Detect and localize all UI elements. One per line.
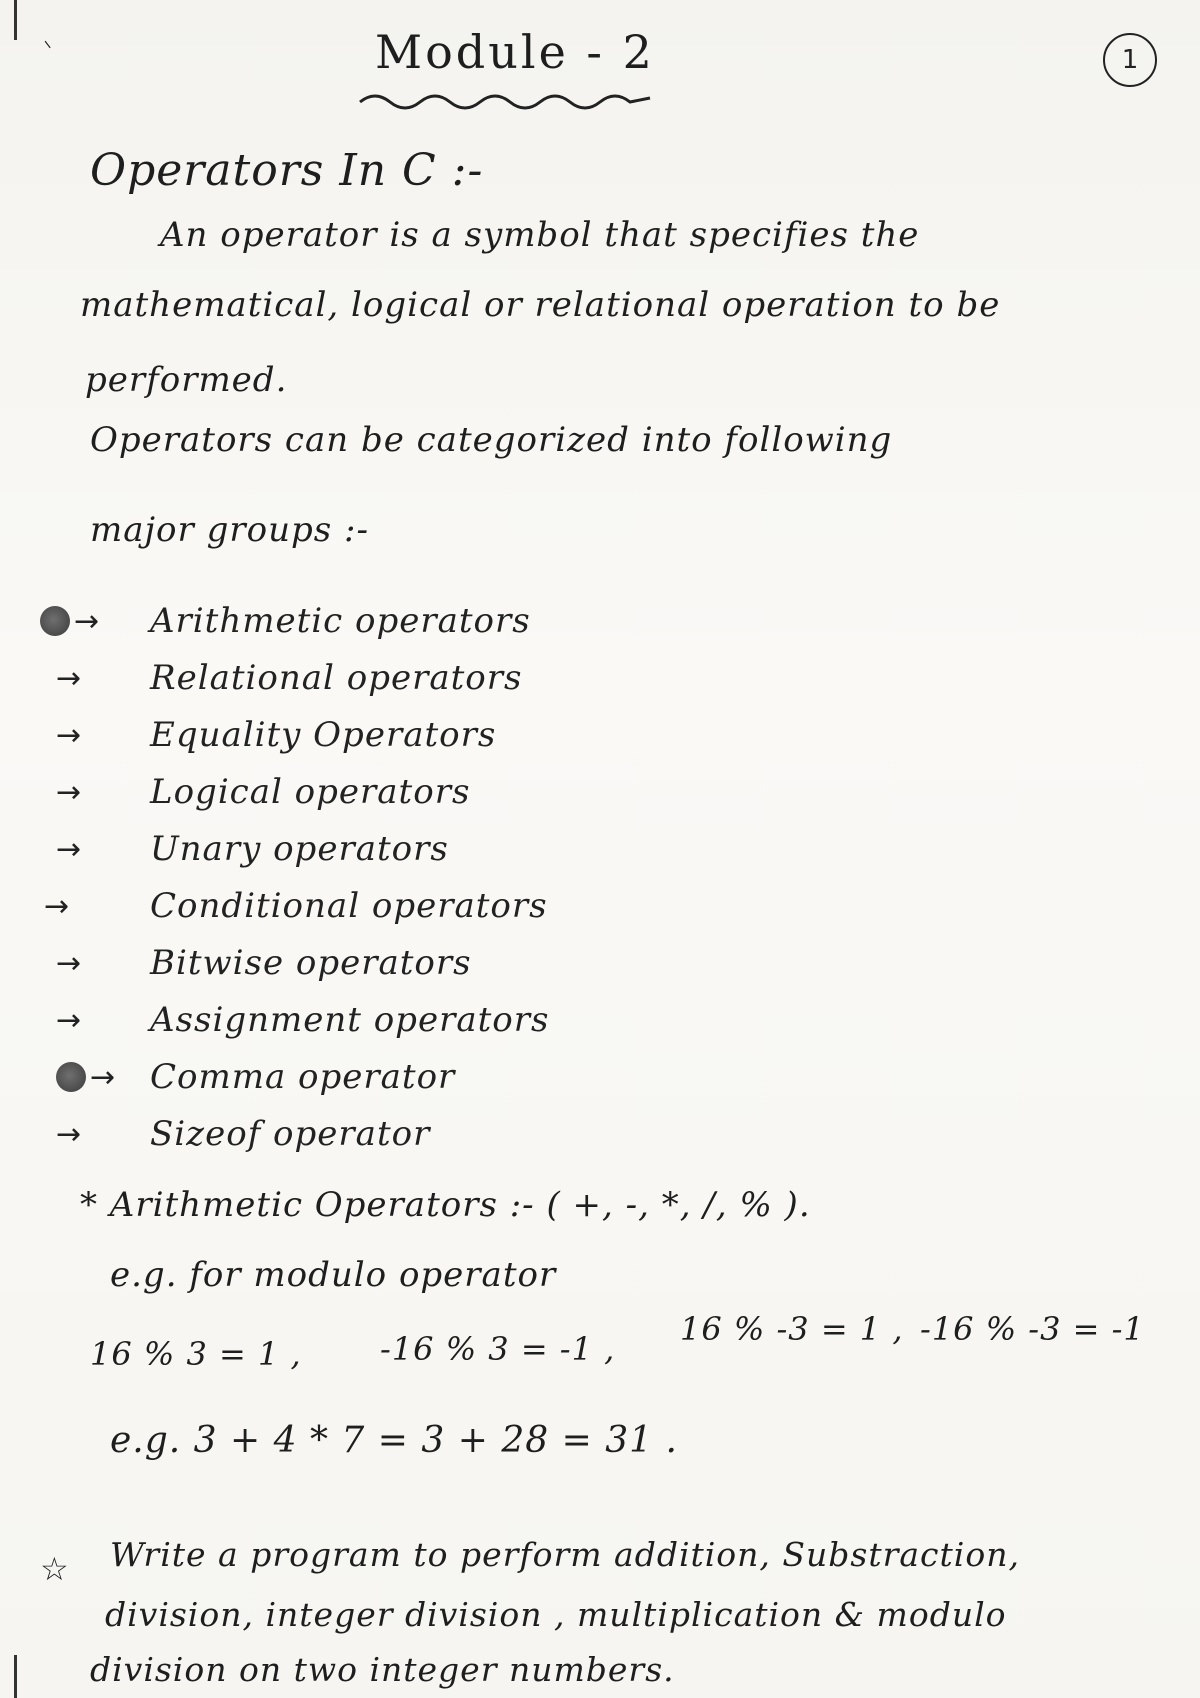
list-item <box>40 652 522 704</box>
arrow-right-icon: → <box>74 603 100 639</box>
list-item-label: Logical operators <box>150 772 471 812</box>
modulo-example-3: 16 % -3 = 1 , <box>680 1310 904 1348</box>
list-item-label: Bitwise operators <box>150 943 472 983</box>
bullet-marker <box>40 718 150 753</box>
list-item <box>40 880 548 932</box>
list-item <box>40 709 496 761</box>
star-icon: ☆ <box>40 1550 70 1588</box>
list-item-label: Assignment operators <box>150 1000 550 1040</box>
bullet-marker <box>40 1060 150 1095</box>
arrow-right-icon: → <box>56 717 82 753</box>
modulo-example-1: 16 % 3 = 1 , <box>90 1335 302 1373</box>
corner-mark: ⸌ <box>40 36 51 60</box>
list-item <box>40 595 531 647</box>
arrow-right-icon: → <box>56 831 82 867</box>
list-item-label: Sizeof operator <box>150 1114 431 1154</box>
intro-line-3: performed. <box>85 360 288 400</box>
bullet-marker <box>40 1117 150 1152</box>
bullet-marker <box>40 1003 150 1038</box>
list-item <box>40 1051 455 1103</box>
margin-line-bottom <box>14 1655 17 1698</box>
list-item-label: Arithmetic operators <box>150 601 531 641</box>
page-number-circle <box>1103 33 1157 87</box>
arithmetic-heading: * Arithmetic Operators :- ( +, -, *, /, % ). <box>80 1185 811 1225</box>
arrow-right-icon: → <box>56 945 82 981</box>
margin-line-top <box>14 0 17 40</box>
title-underline-squiggle <box>355 88 655 114</box>
bullet-marker <box>40 889 150 924</box>
task-line-1: Write a program to perform addition, Substraction, <box>110 1535 1020 1574</box>
bullet-marker <box>40 775 150 810</box>
list-item <box>40 994 549 1046</box>
intro-line-4: Operators can be categorized into following <box>90 420 893 460</box>
page-number: 1 <box>1121 45 1139 75</box>
modulo-example-4: -16 % -3 = -1 <box>920 1310 1145 1348</box>
intro-line-5: major groups :- <box>90 510 369 550</box>
task-line-3: division on two integer numbers. <box>90 1650 675 1689</box>
arrow-right-icon: → <box>56 774 82 810</box>
list-item <box>40 1108 430 1160</box>
list-item-label: Relational operators <box>150 658 523 698</box>
bullet-marker <box>40 661 150 696</box>
intro-line-1: An operator is a symbol that specifies the <box>160 215 920 255</box>
list-item <box>40 823 449 875</box>
precedence-example: e.g. 3 + 4 * 7 = 3 + 28 = 31 . <box>110 1420 678 1461</box>
arrow-right-icon: → <box>44 888 70 924</box>
list-item-label: Comma operator <box>150 1057 456 1097</box>
arrow-right-icon: → <box>56 1002 82 1038</box>
list-item-label: Unary operators <box>150 829 449 869</box>
dot-icon <box>56 1062 86 1092</box>
intro-line-2: mathematical, logical or relational operation to be <box>80 285 1001 325</box>
bullet-marker <box>40 946 150 981</box>
task-line-2: division, integer division , multiplication & modulo <box>105 1595 1007 1634</box>
page-title: Module - 2 <box>375 25 655 79</box>
dot-icon <box>40 606 70 636</box>
list-item-label: Equality Operators <box>150 715 497 755</box>
modulo-example-label: e.g. for modulo operator <box>110 1255 557 1295</box>
bullet-marker <box>40 832 150 867</box>
list-item-label: Conditional operators <box>150 886 548 926</box>
bullet-marker <box>40 604 150 639</box>
arrow-right-icon: → <box>56 660 82 696</box>
list-item <box>40 766 470 818</box>
arrow-right-icon: → <box>90 1059 116 1095</box>
list-item <box>40 937 472 989</box>
section-heading: Operators In C :- <box>90 145 484 196</box>
arrow-right-icon: → <box>56 1116 82 1152</box>
modulo-example-2: -16 % 3 = -1 , <box>380 1330 616 1368</box>
